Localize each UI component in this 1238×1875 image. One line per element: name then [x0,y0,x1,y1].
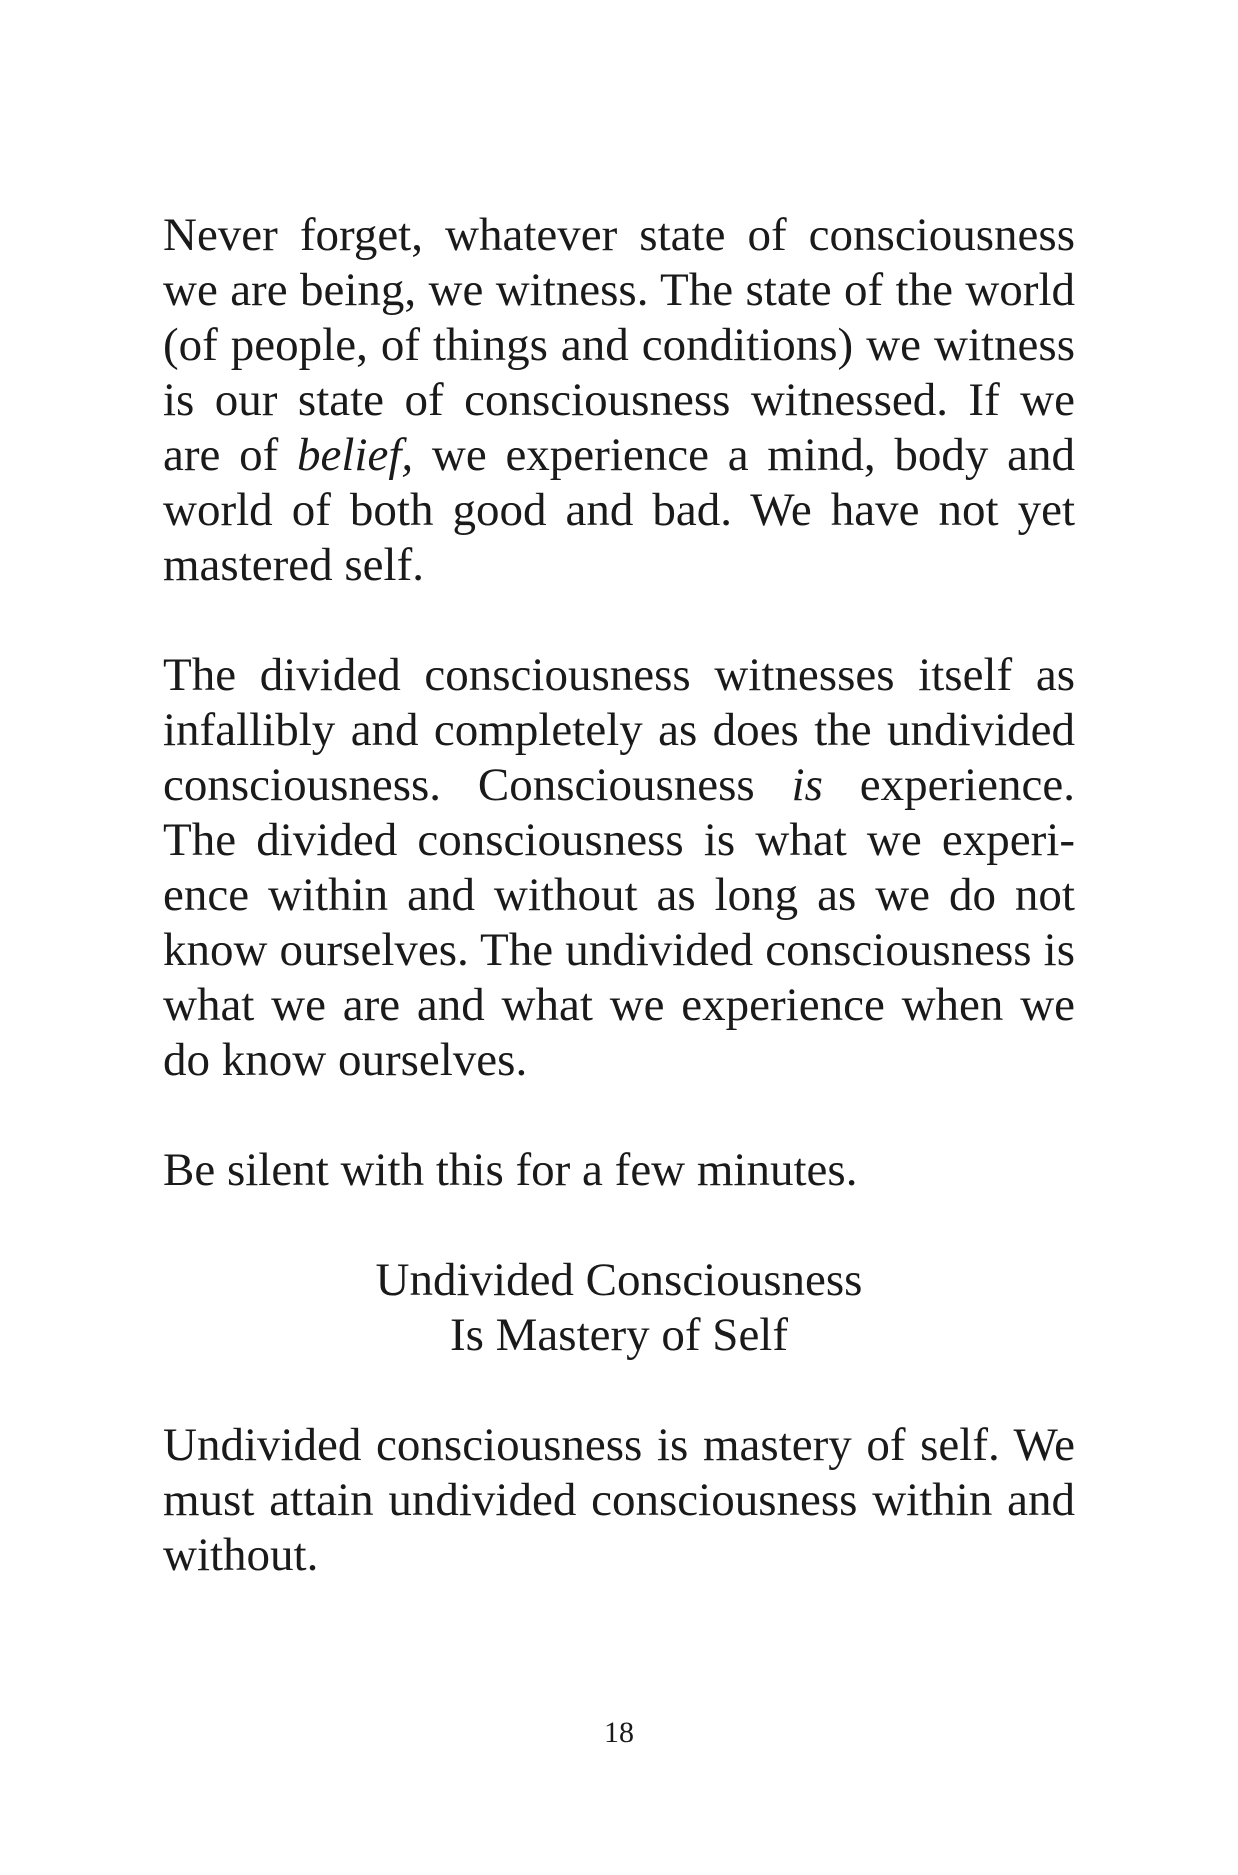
section-heading [163,1253,1075,1363]
paragraph-gap [163,1363,1075,1418]
paragraph-mastery: Undivided consciousness is mastery of self. We must attain undivided consciousness within and without. [163,1419,1075,1581]
section-heading-line-2: Is Mastery of Self [449,1309,789,1361]
paragraph-divided-text-1: The divided consciousness witnesses itself as infallibly and completely as does the undivided consciousness. Consciousness [163,649,1075,811]
paragraph-be-silent: Be silent with this for a few minutes. [163,1144,858,1196]
section-heading-line-1: Undivided Consciousness [375,1254,863,1306]
page-number: 18 [604,1716,634,1749]
emphasis-belief: belief, [297,429,414,481]
emphasis-is: is [791,759,823,811]
paragraph-witness-text-1: Never forget, whatever state of consciousness we are being, we witness. The state of the world (of people, of things and conditions) we witness is our state of consciousness witnessed. If we are of [163,209,1075,481]
paragraph-gap [163,1198,1075,1253]
page-body [163,208,1075,1583]
paragraph-divided-text-2: experience. The divided consciousness is what we experience within and without as long as we do not know ourselves. The undivided consciousness is what we are and what we experience when we do know ourselves. [163,759,1075,1086]
paragraph-witness [163,208,1075,593]
paragraph-divided-consciousness [163,648,1075,1088]
paragraph-witness-text-2: we experience a mind, body and world of both good and bad. We have not yet mastered self. [163,429,1076,591]
paragraph-gap [163,593,1075,648]
paragraph-gap [163,1088,1075,1143]
